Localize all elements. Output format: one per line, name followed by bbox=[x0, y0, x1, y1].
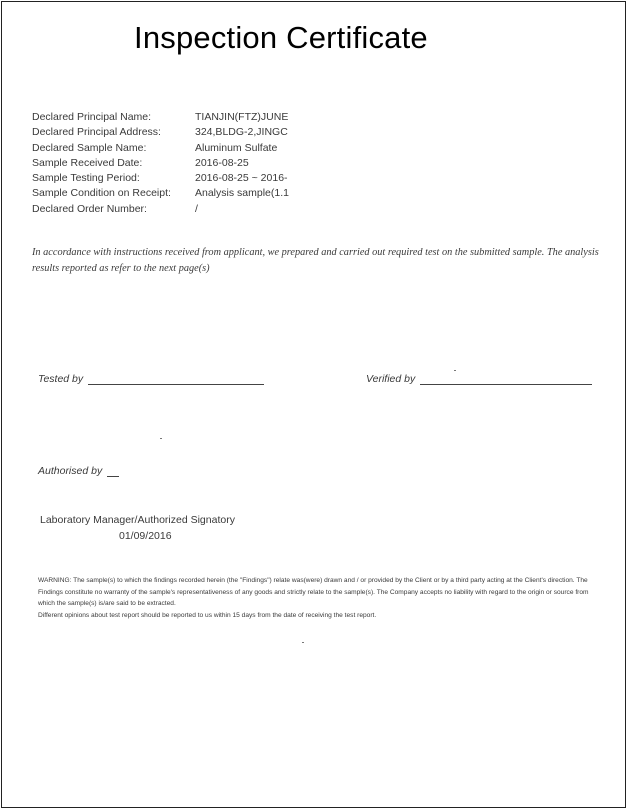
verified-by-signature bbox=[366, 373, 592, 385]
field-label: Declared Principal Address: bbox=[32, 126, 161, 139]
field-value: 324,BLDG-2,JINGC bbox=[195, 126, 288, 139]
tested-by-line bbox=[88, 374, 264, 385]
verified-by-label: Verified by bbox=[366, 373, 416, 385]
field-label: Declared Principal Name: bbox=[32, 111, 152, 123]
warning-block bbox=[38, 575, 606, 621]
authorised-by-label: Authorised by bbox=[38, 465, 103, 477]
tested-by-label: Tested by bbox=[38, 373, 84, 385]
field-value: 2016-08-25 ~ 2016- bbox=[195, 172, 288, 185]
warning-note: Different opinions about test report should be reported to us within 15 days from the date of receiving the test report. bbox=[38, 611, 377, 619]
scan-speck bbox=[160, 438, 162, 439]
field-label: Declared Sample Name: bbox=[32, 141, 147, 154]
signature-date: 01/09/2016 bbox=[119, 530, 172, 542]
lab-signatory: Laboratory Manager/Authorized Signatory bbox=[40, 514, 235, 526]
document-title: Inspection Certificate bbox=[134, 20, 428, 55]
certificate-page bbox=[1, 1, 626, 808]
field-label: Sample Received Date: bbox=[32, 156, 143, 169]
authorised-by-signature bbox=[38, 465, 119, 477]
field-label: Sample Testing Period: bbox=[32, 172, 140, 185]
authorised-by-line bbox=[107, 466, 119, 477]
warning-paragraph: WARNING: The sample(s) to which the findings recorded herein (the "Findings") relate was(were) drawn and / or provided by the Client or by a third party acting at the Client's direction. The Findings constitute no warranty of the sample's representativeness of any goods and strictly relate to the sample(s). The Company accepts no liability with regard to the origin or source from which the sample(s) is/are said to be extracted. bbox=[38, 577, 589, 607]
scan-speck bbox=[302, 642, 304, 643]
field-label: Declared Order Number: bbox=[32, 202, 147, 215]
verified-by-line bbox=[420, 374, 592, 385]
scan-speck bbox=[454, 370, 456, 371]
field-label: Sample Condition on Receipt: bbox=[32, 187, 171, 200]
field-value: 2016-08-25 bbox=[195, 156, 249, 169]
field-value: / bbox=[195, 202, 198, 215]
field-value: Analysis sample(1.1 bbox=[195, 187, 289, 200]
statement-text: In accordance with instructions received from applicant, we prepared and carried out required test on the submitted sample. The analysis results reported as refer to the next page(s) bbox=[32, 247, 599, 274]
tested-by-signature bbox=[38, 373, 264, 385]
field-value: TIANJIN(FTZ)JUNE bbox=[195, 111, 289, 123]
field-value: Aluminum Sulfate bbox=[195, 141, 278, 154]
